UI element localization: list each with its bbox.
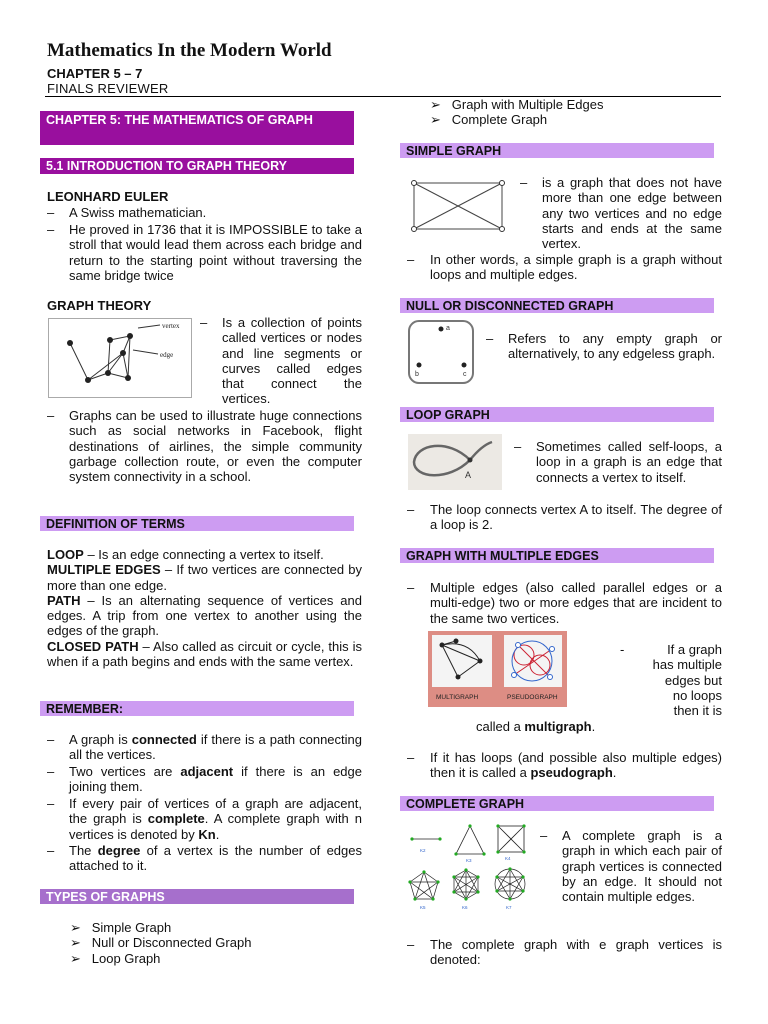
complete-graph-banner: COMPLETE GRAPH <box>400 796 714 811</box>
text: If every pair of vertices of a graph are adjacent, the graph is <box>69 796 362 827</box>
multigraph-called <box>476 719 595 734</box>
vertex-label: a <box>446 325 450 332</box>
arrow-bullet-icon: ➢ <box>70 935 81 951</box>
types-list <box>70 920 251 966</box>
graph-theory-heading: GRAPH THEORY <box>47 298 152 313</box>
text: A graph is <box>69 732 132 747</box>
bullet-dash: – <box>47 408 55 423</box>
k3-label: K3 <box>466 858 472 863</box>
k7-label: K7 <box>506 905 512 910</box>
bullet-dash: – <box>407 580 415 595</box>
header-rule <box>45 96 721 97</box>
term-path: PATH <box>47 592 81 608</box>
chapter-banner <box>40 111 354 145</box>
definition-closed-path <box>47 639 362 670</box>
remember-item-degree <box>69 843 362 874</box>
remember-item-connected <box>69 732 362 763</box>
note-line: edges but <box>664 672 722 688</box>
complete-graph-item-2: The complete graph with e graph vertices is denoted: <box>430 937 722 968</box>
loop-graph-figure <box>408 434 502 490</box>
bullet-dash: – <box>407 502 415 517</box>
text: . <box>215 826 220 842</box>
complete-graph-figure <box>404 822 530 914</box>
null-graph-figure <box>408 320 474 384</box>
chapter-label: CHAPTER 5 – 7 <box>47 66 143 81</box>
section-banner <box>40 158 354 174</box>
arrow-bullet-icon: ➢ <box>70 950 81 966</box>
k6-label: K6 <box>462 905 468 910</box>
types-banner: TYPES OF GRAPHS <box>40 889 354 904</box>
k5-label: K5 <box>420 905 426 910</box>
bullet-dash: – <box>47 222 55 237</box>
euler-item-2: He proved in 1736 that it is IMPOSSIBLE to take a stroll that would lead them across each bridge and return to the starting point without traversing the same bridge twice <box>69 222 362 283</box>
section-banner-text: 5.1 INTRODUCTION TO GRAPH THEORY <box>46 159 287 173</box>
pseudograph-label: PSEUDOGRAPH <box>507 694 558 701</box>
bullet-dash: – <box>200 315 208 330</box>
edge-label: edge <box>160 351 174 359</box>
text: Two vertices are <box>69 764 181 779</box>
text: if there is a path connecting all the vertices. <box>69 732 362 763</box>
graph-theory-figure <box>48 318 192 398</box>
types-list-item <box>70 935 251 950</box>
arrow-bullet-icon: ➢ <box>430 97 441 112</box>
definition-loop <box>47 547 362 562</box>
multigraph-pseudograph-figure <box>428 631 567 707</box>
type-label: Complete Graph <box>451 112 548 128</box>
text: called a <box>476 719 525 734</box>
type-label: Loop Graph <box>91 950 161 966</box>
definition-text: – Is an edge connecting a vertex to itself. <box>83 547 324 562</box>
definitions-block <box>47 547 362 669</box>
text: . <box>591 719 596 734</box>
bullet-dash: – <box>407 252 415 267</box>
arrow-bullet-icon: ➢ <box>70 920 81 935</box>
note-line: no loops <box>672 687 722 703</box>
definition-path <box>47 593 362 639</box>
text: . A complete graph with n vertices is denoted by <box>69 811 362 842</box>
document-title: Mathematics In the Modern World <box>47 40 332 61</box>
remember-item-adjacent <box>69 764 362 795</box>
euler-item-1: A Swiss mathematician. <box>69 205 207 220</box>
text: If it has loops (and possible also multiple edges) then it is called a <box>430 750 722 781</box>
k4-label: K4 <box>505 856 511 861</box>
null-graph-definition: Refers to any empty graph or alternatively, to any edgeless graph. <box>508 331 722 362</box>
vertex-a-label: A <box>465 470 472 480</box>
definition-text: – If two vertices are connected by more than one edge. <box>47 562 362 593</box>
loop-graph-item-2: The loop connects vertex A to itself. The degree of a loop is 2. <box>430 502 722 533</box>
bullet-dash: – <box>47 732 55 747</box>
keyword: complete <box>147 811 205 827</box>
graph-theory-item-2: Graphs can be used to illustrate huge connections such as social networks in Facebook, flight destinations of airlines, the simple community garbage collection route, or even the computer system connectivity in a school. <box>69 408 362 485</box>
vertex-label: c <box>463 371 467 378</box>
keyword: multigraph <box>524 719 592 734</box>
text: The <box>69 843 98 858</box>
note-line: If a graph <box>667 642 722 657</box>
definition-text: – Also called as circuit or cycle, this is when if a path begins and ends with the same vertex. <box>47 638 363 670</box>
remember-banner: REMEMBER: <box>40 701 354 716</box>
complete-graph-definition: A complete graph is a graph in which each pair of graph vertices is connected by an edge. It should not contain multiple edges. <box>562 828 722 905</box>
types-list-item <box>430 112 604 127</box>
loop-graph-banner: LOOP GRAPH <box>400 407 714 422</box>
bullet-dash: – <box>47 796 55 811</box>
bullet-dash: – <box>540 828 548 843</box>
simple-graph-banner: SIMPLE GRAPH <box>400 143 714 158</box>
definition-text: – Is an alternating sequence of vertices and edges. A trip from one vertex to another using the edges of the graph. <box>47 592 362 639</box>
types-list-item <box>70 951 251 966</box>
bullet-dash: – <box>407 750 415 765</box>
term-closed-path: CLOSED PATH <box>47 638 139 654</box>
simple-graph-figure <box>410 178 506 234</box>
types-list-item <box>70 920 251 935</box>
vertex-label: vertex <box>162 322 180 330</box>
bullet-dash: – <box>486 331 494 346</box>
document-subtitle: FINALS REVIEWER <box>47 81 169 96</box>
simple-graph-definition: is a graph that does not have more than one edge between any two vertices and no edge starts and ends at the same vertex. <box>542 175 722 252</box>
keyword: adjacent <box>180 764 234 779</box>
type-label: Null or Disconnected Graph <box>91 935 252 951</box>
bullet-dash: – <box>407 937 415 952</box>
term-multiple-edges: MULTIPLE EDGES <box>47 562 161 578</box>
multiple-edges-item-1: Multiple edges (also called parallel edges or a multi-edge) two or more edges that are incident to the same two vertices. <box>430 580 722 626</box>
keyword: pseudograph <box>530 765 613 781</box>
text: . <box>612 765 617 781</box>
simple-graph-item-2: In other words, a simple graph is a graph without loops and multiple edges. <box>430 252 722 283</box>
multiple-edges-banner: GRAPH WITH MULTIPLE EDGES <box>400 548 714 563</box>
term-loop: LOOP <box>47 547 84 562</box>
bullet-dash: – <box>520 175 528 190</box>
types-list-continued <box>430 97 604 128</box>
pseudograph-item <box>430 750 722 781</box>
text: of a vertex is the number of edges attached to it. <box>69 843 362 874</box>
multigraph-label: MULTIGRAPH <box>436 694 479 701</box>
type-label: Graph with Multiple Edges <box>451 97 604 112</box>
keyword: degree <box>97 843 141 858</box>
keyword: connected <box>131 732 197 747</box>
keyword: Kn <box>198 826 216 842</box>
null-graph-banner: NULL OR DISCONNECTED GRAPH <box>400 298 714 313</box>
bullet-dash: – <box>47 843 55 858</box>
k2-label: K2 <box>420 848 426 853</box>
arrow-bullet-icon: ➢ <box>430 112 441 128</box>
remember-item-complete <box>69 796 362 842</box>
type-label: Simple Graph <box>91 920 172 935</box>
vertex-label: b <box>415 371 419 378</box>
euler-heading: LEONHARD EULER <box>47 189 169 204</box>
types-list-item <box>430 97 604 112</box>
bullet-dash: – <box>514 439 522 454</box>
graph-theory-definition: Is a collection of points called vertices or nodes and line segments or curves called edges that connect the vertices. <box>222 315 362 407</box>
definition-multiple-edges <box>47 562 362 593</box>
bullet-dash: – <box>47 205 55 220</box>
loop-graph-definition: Sometimes called self-loops, a loop in a graph is an edge that connects a vertex to itself. <box>536 439 722 485</box>
text: if there is an edge joining them. <box>69 764 362 795</box>
bullet-dash: – <box>47 764 55 779</box>
note-line: then it is <box>673 703 722 719</box>
definitions-banner: DEFINITION OF TERMS <box>40 516 354 531</box>
chapter-banner-text: CHAPTER 5: THE MATHEMATICS OF GRAPH <box>46 113 313 127</box>
note-line: has multiple <box>652 657 722 673</box>
bullet-dash: - <box>620 642 625 657</box>
